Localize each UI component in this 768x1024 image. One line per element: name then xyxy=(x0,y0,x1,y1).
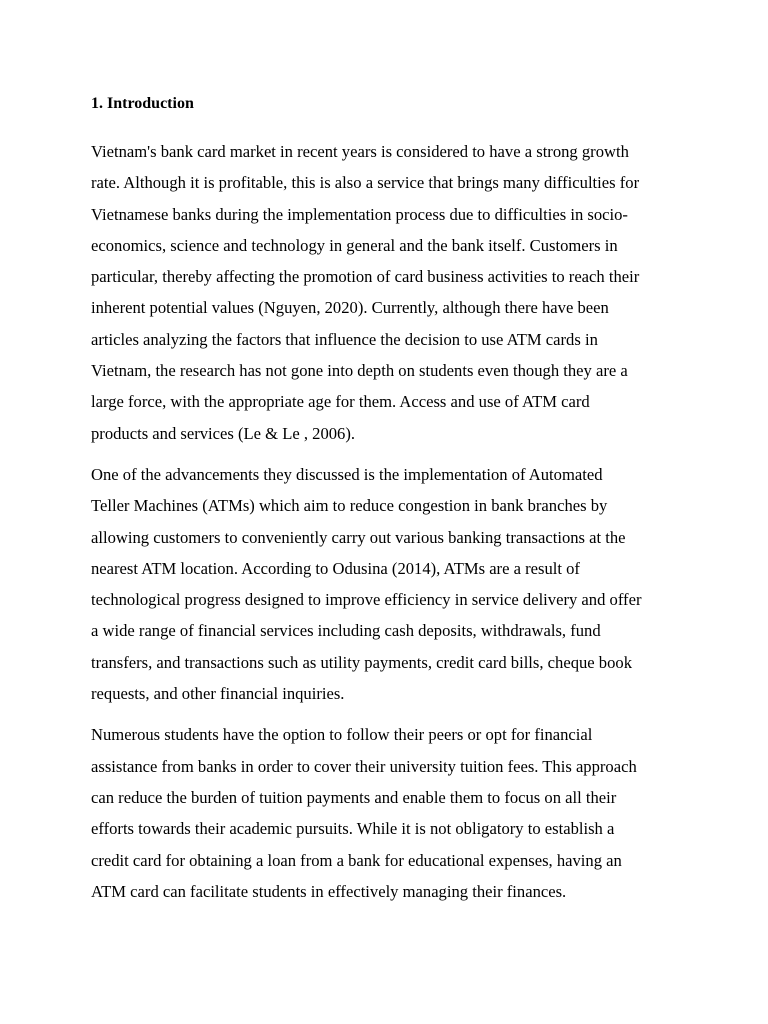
text-line: ATM card can facilitate students in effectively managing their finances. xyxy=(91,881,567,901)
text-line: efforts towards their academic pursuits. While it is not obligatory to establish a xyxy=(91,819,615,839)
text-line: Numerous students have the option to follow their peers or opt for financial xyxy=(91,725,593,745)
text-line: allowing customers to conveniently carry out various banking transactions at the xyxy=(91,527,626,547)
paragraph-intro-card-market xyxy=(91,136,691,449)
text-line: Vietnamese banks during the implementation process due to difficulties in socio- xyxy=(91,204,628,224)
text-line: One of the advancements they discussed is the implementation of Automated xyxy=(91,464,603,484)
text-line: assistance from banks in order to cover their university tuition fees. This approach xyxy=(91,756,637,776)
text-line: rate. Although it is profitable, this is also a service that brings many difficulties for xyxy=(91,173,640,193)
text-line: requests, and other financial inquiries. xyxy=(91,684,345,704)
text-line: articles analyzing the factors that influence the decision to use ATM cards in xyxy=(91,329,598,349)
text-line: economics, science and technology in general and the bank itself. Customers in xyxy=(91,235,618,255)
text-line: Teller Machines (ATMs) which aim to reduce congestion in bank branches by xyxy=(91,496,608,516)
text-line: Vietnam's bank card market in recent years is considered to have a strong growth xyxy=(91,142,629,161)
text-line: products and services (Le & Le , 2006). xyxy=(91,423,356,443)
document-page xyxy=(91,92,691,917)
text-line: a wide range of financial services including cash deposits, withdrawals, fund xyxy=(91,621,601,641)
text-line: large force, with the appropriate age for them. Access and use of ATM card xyxy=(91,392,590,412)
text-line: technological progress designed to improve efficiency in service delivery and offer xyxy=(91,590,642,610)
text-line: inherent potential values (Nguyen, 2020). Currently, although there have been xyxy=(91,298,609,318)
text-line: particular, thereby affecting the promotion of card business activities to reach their xyxy=(91,267,640,287)
paragraph-atm-advancements xyxy=(91,459,691,709)
section-heading: 1. Introduction xyxy=(91,95,194,112)
text-line: can reduce the burden of tuition payments and enable them to focus on all their xyxy=(91,787,617,807)
text-line: transfers, and transactions such as utility payments, credit card bills, cheque book xyxy=(91,652,632,672)
text-line: credit card for obtaining a loan from a bank for educational expenses, having an xyxy=(91,850,622,870)
text-line: Vietnam, the research has not gone into depth on students even though they are a xyxy=(91,361,628,381)
text-line: nearest ATM location. According to Odusina (2014), ATMs are a result of xyxy=(91,558,580,578)
paragraph-student-finances xyxy=(91,719,691,907)
